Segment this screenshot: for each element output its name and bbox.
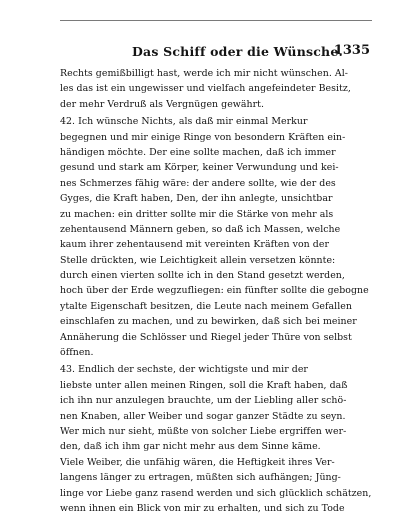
text-line: gesund und stark am Körper, keiner Verwundung und kei-	[60, 162, 339, 174]
text-line: liebste unter allen meinen Ringen, soll die Kraft haben, daß	[60, 379, 348, 391]
text-line: Gyges, die Kraft haben, Den, der ihn anlegte, unsichtbar	[60, 193, 333, 205]
text-line: Stelle drückten, wie Leichtigkeit allein versetzen könnte:	[60, 254, 336, 266]
paragraph-1	[60, 66, 378, 112]
text-line: wenn ihnen ein Blick von mir zu erhalten, und sich zu Tode	[60, 502, 345, 514]
text-line: nes Schmerzes fähig wäre: der andere sollte, wie der des	[60, 177, 336, 189]
text-line: der mehr Verdruß als Vergnügen gewährt.	[60, 98, 264, 110]
text-line: nen Knaben, aller Weiber und sogar ganzer Städte zu seyn.	[60, 410, 346, 422]
text-line: einschlafen zu machen, und zu bewirken, daß sich bei meiner	[60, 316, 357, 328]
header-rule	[60, 20, 372, 21]
text-line: zu machen: ein dritter sollte mir die Stärke von mehr als	[60, 208, 334, 220]
text-line: ytalte Eigenschaft besitzen, die Leute nach meinem Gefallen	[60, 300, 352, 312]
text-line: Wer mich nur sieht, müßte von solcher Liebe ergriffen wer-	[60, 425, 347, 437]
text-line: Rechts gemißbilligt hast, werde ich mir nicht wünschen. Al-	[60, 68, 348, 79]
text-line: Viele Weiber, die unfähig wären, die Heftigkeit ihres Ver-	[60, 456, 335, 468]
text-line: Annäherung die Schlösser und Riegel jeder Thüre von selbst	[60, 331, 352, 343]
text-line: les das ist ein ungewisser und vielfach angefeindeter Besitz,	[60, 83, 351, 95]
text-line: öffnen.	[60, 347, 94, 359]
running-header	[70, 40, 370, 62]
paragraph-43	[60, 362, 378, 516]
running-title: Das Schiff oder die Wünsche.	[132, 44, 344, 59]
paragraph-42	[60, 114, 378, 360]
text-line: langens länger zu ertragen, müßten sich aufhängen; Jüng-	[60, 472, 341, 484]
text-line: den, daß ich ihm gar nicht mehr aus dem Sinne käme.	[60, 441, 321, 453]
text-line: händigen möchte. Der eine sollte machen, daß ich immer	[60, 146, 336, 158]
text-line: begegnen und mir einige Ringe von besondern Kräften ein-	[60, 131, 346, 143]
text-line: 42. Ich wünsche Nichts, als daß mir einmal Merkur	[60, 116, 308, 128]
text-line: 43. Endlich der sechste, der wichtigste und mir der	[60, 364, 308, 376]
text-line: linge vor Liebe ganz rasend werden und sich glücklich schätzen,	[60, 487, 372, 499]
text-line: hoch über der Erde wegzufliegen: ein fünfter sollte die gebogne	[60, 285, 369, 297]
text-line: zehentausend Männern geben, so daß ich Massen, welche	[60, 223, 341, 235]
body-text	[60, 66, 378, 516]
text-line: ich ihn nur anzulegen brauchte, um der Liebling aller schö-	[60, 395, 347, 407]
page-number: 1335	[333, 43, 370, 58]
text-line: durch einen vierten sollte ich in den Stand gesetzt werden,	[60, 270, 345, 282]
text-line: kaum ihrer zehentausend mit vereinten Kräften von der	[60, 239, 329, 251]
